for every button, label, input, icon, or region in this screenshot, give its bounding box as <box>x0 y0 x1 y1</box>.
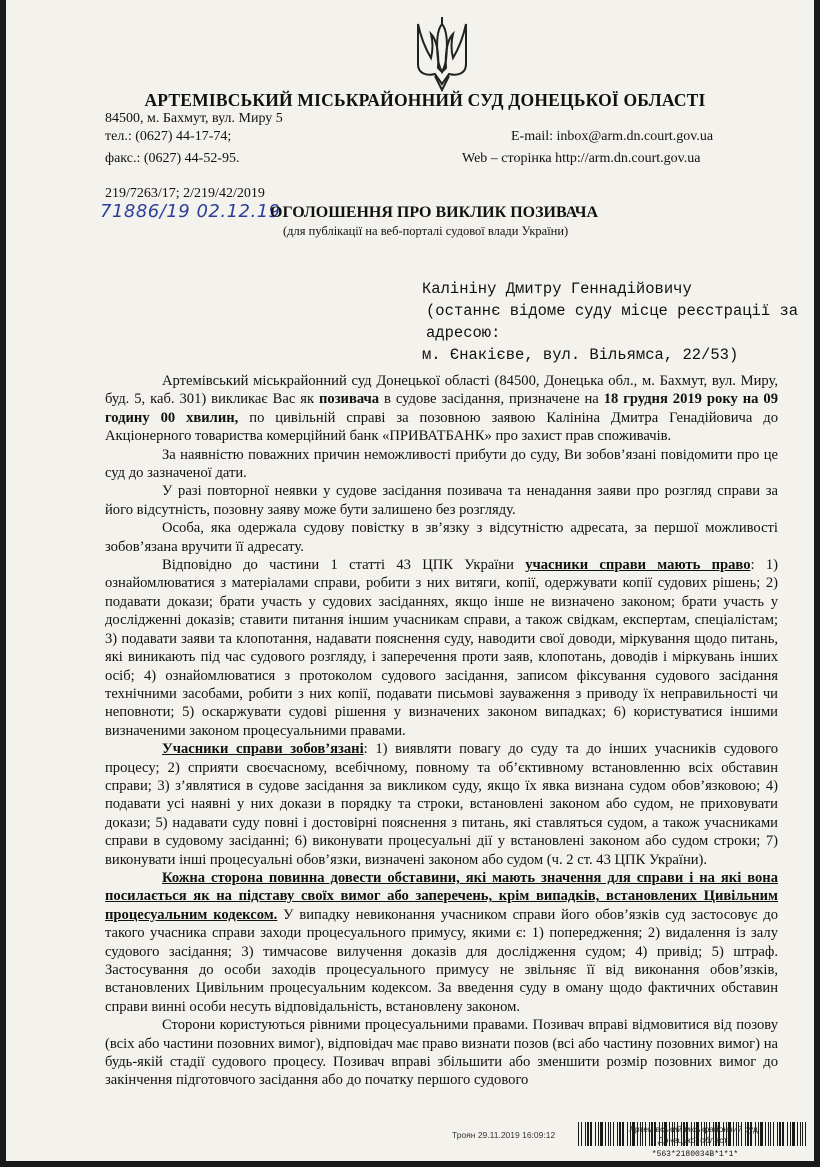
burden-of-proof-heading: Кожна сторона повинна довести обставини, які мають значення для справи і на які вона посилається як на підставу своїх вимог або заперечень, крім випадків, встановлених Цивільним процесуальним кодексом. <box>105 869 778 923</box>
summons-text-e: по цивільній справі за позовною заявою Калініна Дмитра Генадійовича до Акціонерного товариства комерційний банк «ПРИВАТБАНК» про захист прав споживачів. <box>105 409 778 445</box>
rights-heading: учасники справи мають право <box>525 557 751 574</box>
court-stamp <box>591 1124 796 1145</box>
handwritten-registration-note: 71886/19 02.12.19 <box>100 201 281 222</box>
paragraph-equal-rights: Сторони користуються рівними процесуальними правами. Позивач вправі відмовитися від позову (всіх або частини позовних вимог), відповідач має право визнати позов (всі або частину позовних вимог) на будь-якій стадії судового процесу. Позивач вправі збільшити або зменшити розмір позовних вимог до закінчення підготовчого засідання або до початку першого судового <box>105 1017 778 1089</box>
paragraph-delivery: Особа, яка одержала судову повістку в зв’язку з відсутністю адресата, за першої можливості зобов’язана вручити її адресату. <box>105 520 778 555</box>
scan-edge-left <box>0 0 6 1167</box>
duties-list: : 1) виявляти повагу до суду та до інших учасників судового процесу; 2) сприяти своєчасному, всебічному, повному та об’єктивному встановленню всіх обставин справи; 3) з’являтися в судове засідання за викликом суду, якщо їх явка визнана судом обов’язковою; 4) подавати усі наявні у них докази в порядку та строки, встановлені законом або судом, не приховувати докази; 5) надавати суду повні і достовірні пояснення з питань, які ставляться судом, а також учасниками справи в судовому засіданні; 6) виконувати процесуальні дії у встановлені законом або судом строки; 7) виконувати інші процесуальні обов’язки, визначені законом або судом (ч. 2 ст. 43 ЦПК України). <box>105 741 779 868</box>
summons-text-c: в судове засідання, призначене на <box>379 391 604 408</box>
court-email: E-mail: inbox@arm.dn.court.gov.ua <box>511 129 714 144</box>
court-fax: факс.: (0627) 44-52-95. <box>105 151 240 166</box>
summons-text-a: Артемівський міськрайонний суд Донецької області (84500, Донецька обл., м. Бахмут, вул. Миру, буд. 5, каб. 301) викликає Вас як <box>105 373 778 408</box>
paragraph-repeat-absence: У разі повторної неявки у судове засідання позивача та ненадання заяви про розгляд справи за його відсутність, позовну заяву може бути залишено без розгляду. <box>105 483 778 518</box>
rights-intro: Відповідно до частини 1 статті 43 ЦПК України <box>162 557 526 574</box>
court-website: Web – сторінка http://arm.dn.court.gov.ua <box>462 151 701 166</box>
rights-list: : 1) ознайомлюватися з матеріалами справи, робити з них витяги, копії, одержувати копії судових рішень; 2) подавати докази; брати участь у судових засіданнях, якщо інше не визначено законом; брати участь у дослідженні доказів; ставити питання іншим учасникам справи, а також свідкам, експертам, спеціалістам; 3) подавати заяви та клопотання, надавати пояснення суду, наводити свої доводи, міркування щодо питань, які виникають під час судового розгляду, і заперечення проти заяв, клопотань, доводів і міркувань інших осіб; 4) ознайомлюватися з протоколом судового засідання, записом фіксування судового засідання технічними засобами, робити з них копії, подавати письмові зауваження з приводу їх неправильності чи неповноти; 5) оскаржувати судові рішення у визначених законом випадках; 6) користуватися іншими визначеними законом процесуальними правами. <box>105 557 779 739</box>
addressee-address-line1: (останнє відоме суду місце реєстрації за адресою: <box>426 302 799 342</box>
scan-edge-right <box>814 0 820 1167</box>
addressee-block <box>422 278 802 366</box>
duties-heading: Учасники справи зобов’язані <box>162 741 364 758</box>
hearing-date: 18 грудня 2019 року на 09 годину 00 хвилин, <box>105 391 778 426</box>
court-address: 84500, м. Бахмут, вул. Миру 5 <box>105 111 283 126</box>
coercion-measures: У випадку невиконання учасником справи його обов’язків суд застосовує до такого учасника справи заходи процесуального примусу, якими є: 1) попередження; 2) видалення із залу судового засідання; 3) тимчасове вилучення доказів для дослідження судом; 4) привід; 5) штраф. Застосування до особи заходів процесуального примусу не звільняє її від виконання обов’язків, встановлених Цивільним процесуальним кодексом. За введення суду в оману щодо фактичних обставин справи винні особи несуть відповідальність, встановлену законом. <box>105 906 779 1015</box>
stamp-court-name: Артемівський міськрайонний суд <box>629 1124 758 1134</box>
trident-emblem-icon <box>413 14 471 92</box>
paragraph-notify: За наявністю поважних причин неможливості прибути до суду, Ви зобов’язані повідомити про це суд до зазначеної дати. <box>105 446 778 482</box>
paragraph-burden-of-proof <box>105 869 778 1016</box>
paragraph-rights <box>105 556 778 740</box>
court-phone: тел.: (0627) 44-17-74; <box>105 129 232 144</box>
case-numbers: 219/7263/17; 2/219/42/2019 <box>105 186 265 201</box>
summons-role: позивача <box>318 391 380 408</box>
stamp-region: Донецької області <box>657 1135 730 1145</box>
registration-timestamp: Троян 29.11.2019 16:09:12 <box>452 1130 556 1140</box>
addressee-name: Калініну Дмитру Геннадійовичу <box>422 280 692 298</box>
paragraph-summons <box>105 372 778 446</box>
paragraph-duties <box>105 740 778 869</box>
announcement-subtitle: (для публікації на веб-порталі судової влади України) <box>283 224 569 238</box>
announcement-title: ОГОЛОШЕННЯ ПРО ВИКЛИК ПОЗИВАЧА <box>270 204 599 221</box>
court-name: АРТЕМІВСЬКИЙ МІСЬКРАЙОННИЙ СУД ДОНЕЦЬКОЇ ОБЛАСТІ <box>144 90 706 110</box>
addressee-address-line2: м. Єнакієве, вул. Вільямса, 22/53) <box>422 346 739 364</box>
barcode-number: *563*2180034B*1*1* <box>651 1150 739 1159</box>
announcement-body <box>105 372 778 1090</box>
scan-edge-bottom <box>0 1161 820 1167</box>
